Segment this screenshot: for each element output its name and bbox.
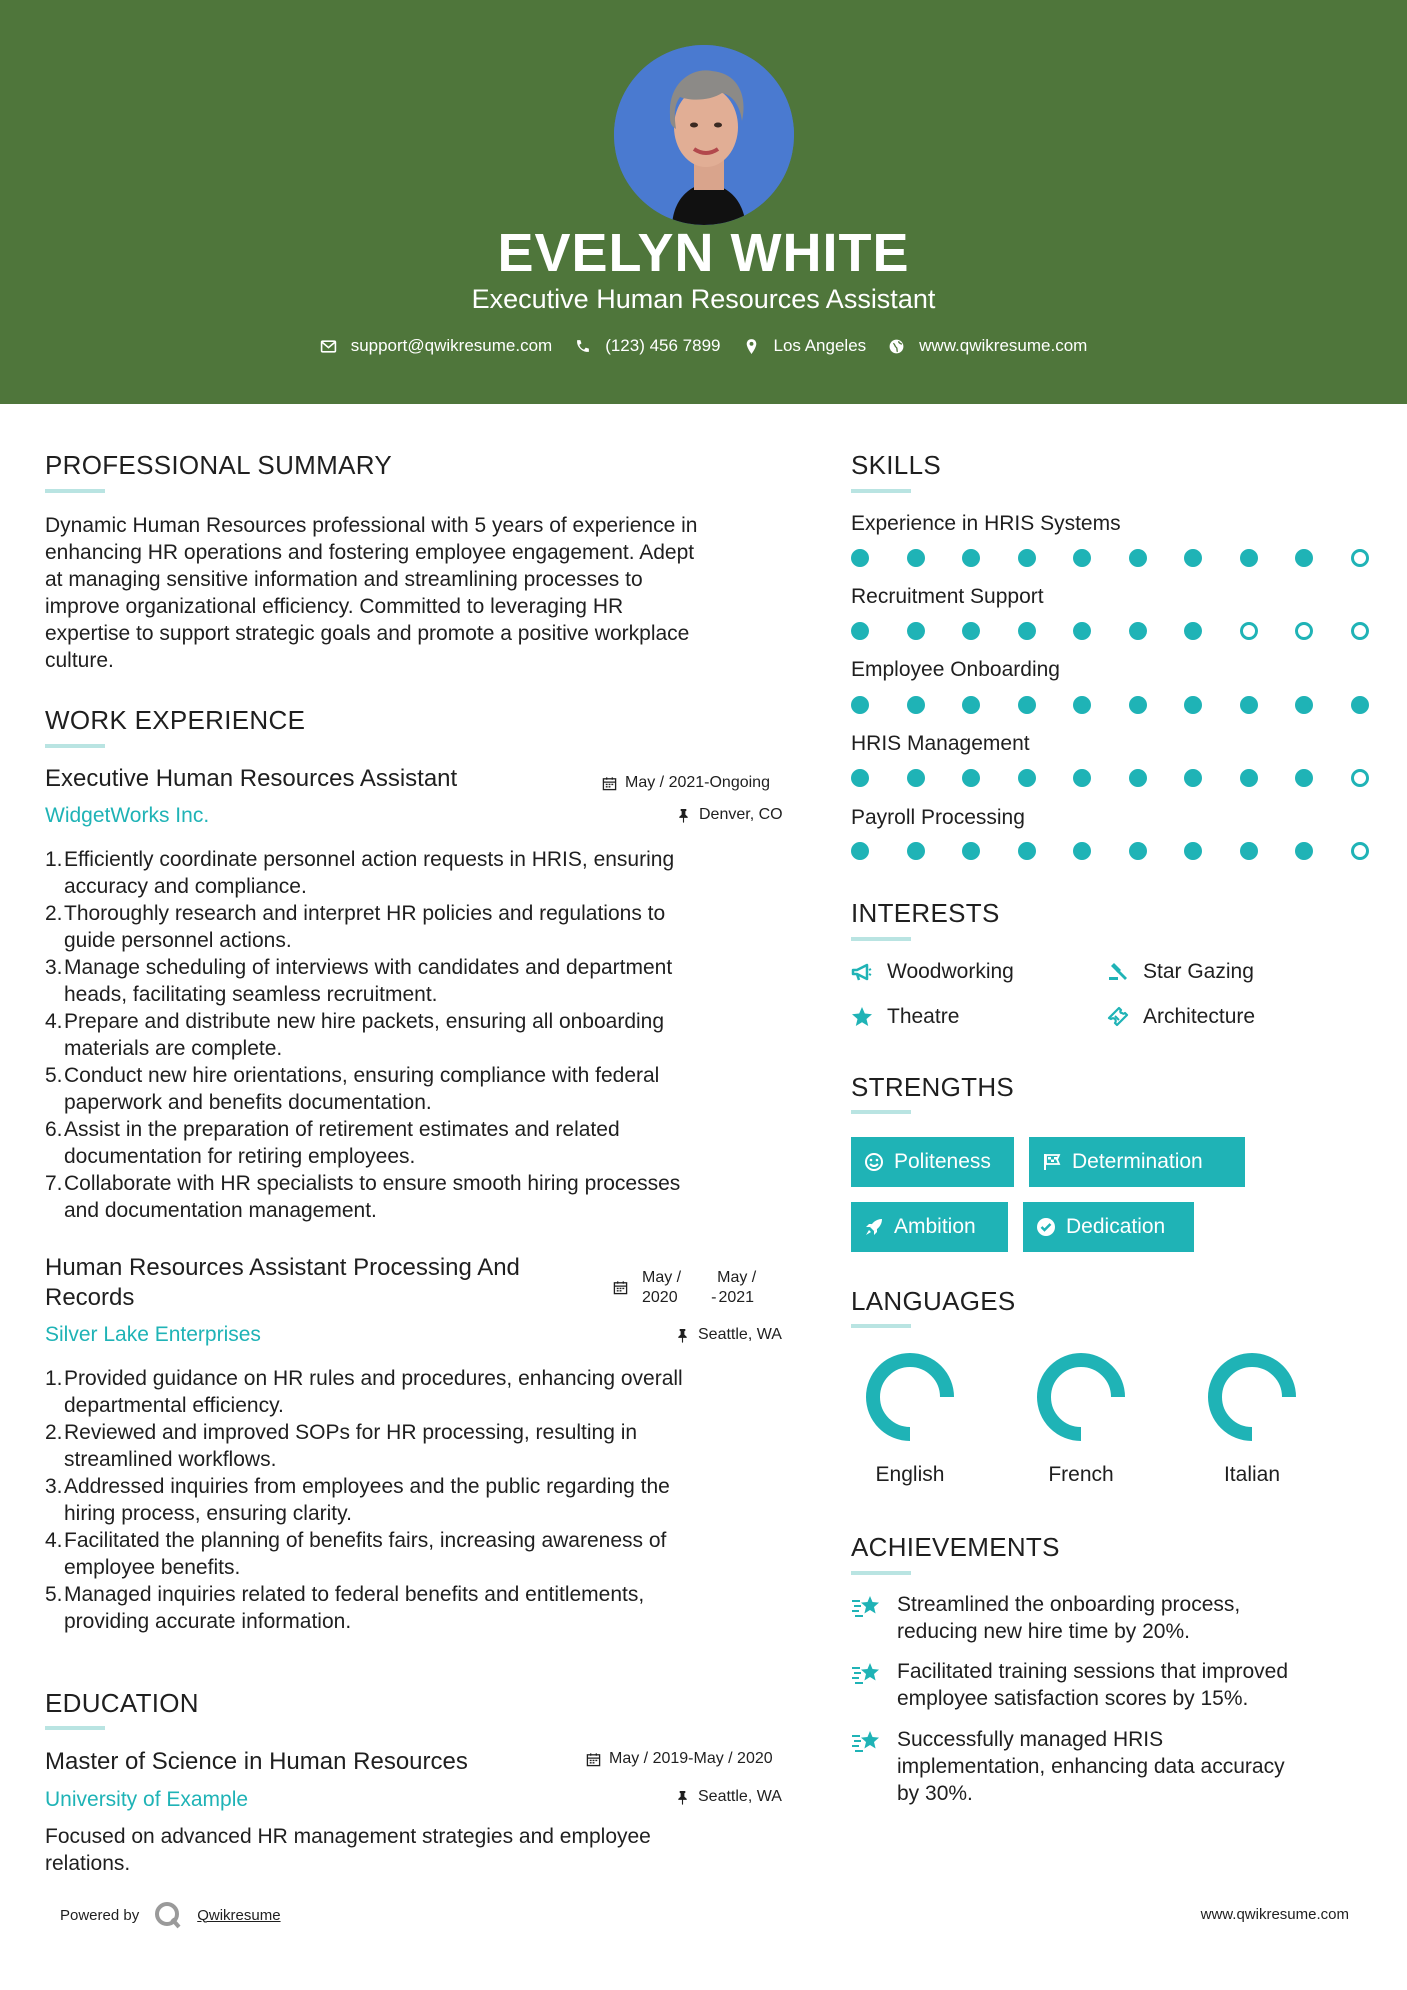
skill-dot-empty [1240, 622, 1258, 640]
item-line: Collaborate with HR specialists to ensure smooth hiring processes [64, 1172, 681, 1195]
skill-dot-empty [1295, 622, 1313, 640]
achievement-line: implementation, enhancing data accuracy [897, 1755, 1285, 1778]
job-location [675, 1326, 782, 1344]
skill-dot-filled [1184, 549, 1202, 567]
skill-name: HRIS Management [851, 732, 1030, 755]
date-text: 2021 [718, 1289, 755, 1306]
education-description [45, 1823, 651, 1877]
skill-dot-filled [1018, 622, 1036, 640]
achievement-line: reducing new hire time by 20%. [897, 1620, 1190, 1643]
summary-heading-rule [45, 489, 105, 493]
item-number: 1. [45, 1367, 63, 1390]
language-level-ring [1206, 1351, 1298, 1443]
interests-heading-rule [851, 937, 911, 941]
item-line: Addressed inquiries from employees and the public regarding the [64, 1475, 670, 1498]
check-circle-icon [1036, 1217, 1056, 1237]
job-company: WidgetWorks Inc. [45, 804, 210, 827]
education-line: Focused on advanced HR management strategies and employee [45, 1825, 651, 1848]
contact-website[interactable] [888, 336, 1087, 356]
skill-dot-filled [1018, 696, 1036, 714]
skill-dot-filled [851, 622, 869, 640]
item-line: paperwork and benefits documentation. [64, 1091, 432, 1114]
job-date-text: May / 2021-Ongoing [625, 774, 770, 791]
achievement-line: by 30%. [897, 1782, 973, 1805]
language-level-arc [1044, 1360, 1118, 1434]
skill-dot-filled [1073, 696, 1091, 714]
item-number: 4. [45, 1010, 63, 1033]
interest-label: Woodworking [887, 960, 1014, 983]
skill-dot-filled [962, 696, 980, 714]
list-item [45, 1581, 785, 1635]
date-text: 2020 [642, 1289, 678, 1306]
skill-dot-empty [1351, 769, 1369, 787]
summary-text [45, 512, 697, 674]
achievement-line: Facilitated training sessions that improved [897, 1660, 1289, 1683]
school-name: University of Example [45, 1788, 249, 1811]
list-item [45, 1527, 785, 1581]
language-level-arc [873, 1360, 947, 1434]
education-line: relations. [45, 1852, 131, 1875]
item-line: Manage scheduling of interviews with candidates and department [64, 956, 673, 979]
item-line: departmental efficiency. [64, 1394, 284, 1417]
bullhorn-icon [851, 961, 873, 983]
list-item [45, 1116, 785, 1170]
item-number: 3. [45, 956, 63, 979]
skill-dot-filled [1351, 696, 1369, 714]
footer-brand-link[interactable]: Qwikresume [197, 1906, 281, 1924]
strength-label: Politeness [894, 1150, 991, 1173]
skill-dot-filled [1018, 549, 1036, 567]
item-line: Facilitated the planning of benefits fairs, increasing awareness of [64, 1529, 667, 1552]
pushpin-icon [675, 1790, 690, 1805]
achievement-line: employee satisfaction scores by 15%. [897, 1687, 1249, 1710]
job-date [602, 774, 770, 792]
list-item [45, 1473, 785, 1527]
interest-label: Architecture [1143, 1005, 1256, 1028]
job-company: Silver Lake Enterprises [45, 1323, 261, 1346]
achievement-item [851, 1591, 1371, 1645]
contact-website-text: www.qwikresume.com [919, 336, 1088, 355]
item-line: hiring process, ensuring clarity. [64, 1502, 352, 1525]
skill-dot-filled [907, 769, 925, 787]
skill-rating [851, 769, 1406, 787]
summary-line: expertise to support strategic goals and promote a positive workplace [45, 622, 690, 645]
summary-line: improve organizational efficiency. Committed to leveraging HR [45, 595, 624, 618]
map-marker-icon [743, 338, 760, 355]
gavel-icon [1107, 961, 1129, 983]
skill-dot-filled [851, 549, 869, 567]
smile-icon [864, 1152, 884, 1172]
list-item [45, 900, 785, 954]
language-level-ring [864, 1351, 956, 1443]
job-title: Executive Human Resources Assistant [45, 765, 458, 792]
skill-dot-filled [1295, 549, 1313, 567]
skill-dot-filled [1240, 769, 1258, 787]
interest-item [851, 960, 1014, 984]
language-level-ring [1035, 1351, 1127, 1443]
achievement-line: Successfully managed HRIS [897, 1728, 1164, 1751]
item-line: Provided guidance on HR rules and procedures, enhancing overall [64, 1367, 683, 1390]
skill-dot-empty [1351, 842, 1369, 860]
skill-dot-filled [1295, 696, 1313, 714]
skill-dot-filled [1240, 549, 1258, 567]
skill-name: Experience in HRIS Systems [851, 512, 1121, 535]
work-heading: WORK EXPERIENCE [45, 705, 306, 735]
skill-dot-filled [1184, 622, 1202, 640]
list-item [45, 1062, 785, 1116]
skill-dot-filled [1073, 549, 1091, 567]
skill-dot-filled [1295, 769, 1313, 787]
skill-dot-empty [1351, 549, 1369, 567]
item-number: 2. [45, 1421, 63, 1444]
achievements-heading-rule [851, 1571, 911, 1575]
shooting-star-icon [851, 1728, 883, 1756]
achievement-text [897, 1591, 1240, 1645]
item-number: 6. [45, 1118, 63, 1141]
item-number: 3. [45, 1475, 63, 1498]
language-name: French [1048, 1463, 1114, 1486]
skill-dot-filled [907, 622, 925, 640]
skill-dot-filled [1240, 842, 1258, 860]
skill-dot-filled [1129, 696, 1147, 714]
skill-dot-filled [907, 842, 925, 860]
footer-powered-by [60, 1900, 281, 1930]
qwikresume-logo-icon [153, 1900, 183, 1930]
contact-phone-text: (123) 456 7899 [605, 336, 721, 355]
candidate-title: Executive Human Resources Assistant [471, 284, 936, 314]
language-item [850, 1351, 970, 1487]
item-number: 5. [45, 1064, 63, 1087]
education-date-text: May / 2019-May / 2020 [609, 1750, 773, 1767]
date-end-row [711, 1288, 756, 1308]
list-item [45, 1170, 785, 1224]
education-heading-rule [45, 1726, 105, 1730]
skill-dot-filled [962, 549, 980, 567]
item-line: materials are complete. [64, 1037, 283, 1060]
strength-chip [851, 1202, 1008, 1252]
achievement-text [897, 1726, 1285, 1807]
skill-dot-filled [1129, 842, 1147, 860]
list-item [45, 846, 785, 900]
skill-dot-filled [1240, 696, 1258, 714]
job-date-end [711, 1268, 756, 1308]
list-item [45, 1419, 785, 1473]
ticket-icon [1107, 1006, 1129, 1028]
skill-rating [851, 549, 1406, 567]
languages-heading: LANGUAGES [851, 1286, 1016, 1316]
education-date [586, 1750, 773, 1768]
degree-title: Master of Science in Human Resources [45, 1748, 468, 1775]
flag-icon [1042, 1152, 1062, 1172]
summary-heading: PROFESSIONAL SUMMARY [45, 450, 392, 480]
job-date [613, 1268, 756, 1308]
resume-header [0, 0, 1407, 404]
item-line: documentation for retiring employees. [64, 1145, 416, 1168]
skill-dot-empty [1351, 622, 1369, 640]
item-line: employee benefits. [64, 1556, 241, 1579]
language-item [1192, 1351, 1312, 1487]
job-duties-list [45, 1365, 785, 1635]
item-line: providing accurate information. [64, 1610, 352, 1633]
skill-dot-filled [1184, 769, 1202, 787]
education-location [675, 1788, 782, 1806]
skill-dot-filled [851, 842, 869, 860]
skill-dot-filled [851, 696, 869, 714]
job-title [45, 1253, 520, 1313]
skill-name: Payroll Processing [851, 806, 1025, 829]
shooting-star-icon [851, 1593, 883, 1621]
achievement-item [851, 1726, 1371, 1807]
strengths-heading: STRENGTHS [851, 1072, 1015, 1102]
summary-line: Dynamic Human Resources professional with 5 years of experience in [45, 514, 698, 537]
job-location [676, 806, 783, 824]
item-line: Conduct new hire orientations, ensuring compliance with federal [64, 1064, 660, 1087]
skill-dot-filled [1018, 769, 1036, 787]
item-line: accuracy and compliance. [64, 875, 307, 898]
achievement-line: Streamlined the onboarding process, [897, 1593, 1241, 1616]
summary-line: enhancing HR operations and fostering employee engagement. Adept [45, 541, 695, 564]
education-location-text: Seattle, WA [698, 1788, 782, 1805]
achievement-text [897, 1658, 1288, 1712]
candidate-name: EVELYN WHITE [497, 223, 910, 283]
language-item [1021, 1351, 1141, 1487]
phone-icon [574, 338, 591, 355]
strength-label: Determination [1072, 1150, 1203, 1173]
item-line: Assist in the preparation of retirement estimates and related [64, 1118, 620, 1141]
skill-name: Recruitment Support [851, 585, 1044, 608]
job-duties-list [45, 846, 785, 1224]
item-line: streamlined workflows. [64, 1448, 277, 1471]
interest-item [851, 1005, 959, 1029]
contact-location [743, 336, 867, 356]
skill-rating [851, 842, 1406, 860]
skills-heading: SKILLS [851, 450, 941, 480]
calendar-icon [613, 1280, 628, 1295]
interest-label: Star Gazing [1143, 960, 1254, 983]
strength-label: Dedication [1066, 1215, 1166, 1238]
job-date-start [642, 1268, 681, 1308]
skill-dot-filled [1073, 769, 1091, 787]
skills-heading-rule [851, 489, 911, 493]
skill-dot-filled [1129, 769, 1147, 787]
summary-line: culture. [45, 649, 114, 672]
item-number: 5. [45, 1583, 63, 1606]
strength-chip [1029, 1137, 1245, 1187]
skill-dot-filled [1018, 842, 1036, 860]
date-separator: - [711, 1289, 717, 1306]
interest-item [1107, 1005, 1255, 1029]
item-number: 1. [45, 848, 63, 871]
star-icon [851, 1006, 873, 1028]
skill-dot-filled [851, 769, 869, 787]
calendar-icon [586, 1752, 601, 1767]
item-number: 7. [45, 1172, 63, 1195]
job-title-line: Records [45, 1284, 135, 1311]
profile-photo [614, 45, 794, 225]
contact-email-text: support@qwikresume.com [350, 336, 553, 355]
calendar-icon [602, 776, 617, 791]
job-location-text: Seattle, WA [698, 1326, 782, 1343]
interests-heading: INTERESTS [851, 898, 1000, 928]
pushpin-icon [676, 808, 691, 823]
strength-chip [851, 1137, 1014, 1187]
work-heading-rule [45, 744, 105, 748]
date-text: May / [642, 1269, 682, 1286]
skill-rating [851, 696, 1406, 714]
item-line: and documentation management. [64, 1199, 377, 1222]
footer-url[interactable]: www.qwikresume.com [1200, 1906, 1349, 1923]
interest-item [1107, 960, 1254, 984]
skill-dot-filled [907, 549, 925, 567]
contact-location-text: Los Angeles [773, 336, 867, 355]
portrait-image [614, 45, 794, 225]
skill-dot-filled [1184, 696, 1202, 714]
interest-label: Theatre [887, 1005, 960, 1028]
skill-dot-filled [907, 696, 925, 714]
strength-chip [1023, 1202, 1194, 1252]
list-item [45, 954, 785, 1008]
skill-dot-filled [1295, 842, 1313, 860]
item-line: Managed inquiries related to federal benefits and entitlements, [64, 1583, 645, 1606]
achievement-item [851, 1658, 1371, 1712]
globe-icon [888, 338, 905, 355]
date-text: May / [717, 1269, 757, 1286]
item-line: Reviewed and improved SOPs for HR processing, resulting in [64, 1421, 638, 1444]
strength-label: Ambition [894, 1215, 976, 1238]
languages-heading-rule [851, 1324, 911, 1328]
skill-dot-filled [962, 622, 980, 640]
skill-name: Employee Onboarding [851, 658, 1060, 681]
item-line: heads, facilitating seamless recruitment. [64, 983, 438, 1006]
item-number: 4. [45, 1529, 63, 1552]
contact-bar [0, 336, 1407, 356]
item-line: Efficiently coordinate personnel action requests in HRIS, ensuring [64, 848, 675, 871]
contact-phone[interactable] [574, 336, 720, 356]
achievements-heading: ACHIEVEMENTS [851, 1532, 1060, 1562]
item-line: guide personnel actions. [64, 929, 292, 952]
envelope-icon [320, 338, 337, 355]
education-heading: EDUCATION [45, 1688, 199, 1718]
pushpin-icon [675, 1328, 690, 1343]
language-name: English [875, 1463, 945, 1486]
job-title-line: Human Resources Assistant Processing And [45, 1254, 520, 1281]
skill-dot-filled [962, 769, 980, 787]
list-item [45, 1365, 785, 1419]
job-location-text: Denver, CO [699, 806, 783, 823]
powered-by-text: Powered by [60, 1906, 140, 1924]
item-line: Thoroughly research and interpret HR policies and regulations to [64, 902, 666, 925]
contact-email[interactable] [320, 336, 553, 356]
strengths-heading-rule [851, 1110, 911, 1114]
skill-dot-filled [1073, 842, 1091, 860]
skill-dot-filled [1184, 842, 1202, 860]
shooting-star-icon [851, 1660, 883, 1688]
item-line: Prepare and distribute new hire packets, ensuring all onboarding [64, 1010, 665, 1033]
skill-dot-filled [1129, 549, 1147, 567]
skill-rating [851, 622, 1406, 640]
skill-dot-filled [1129, 622, 1147, 640]
skill-dot-filled [962, 842, 980, 860]
item-number: 2. [45, 902, 63, 925]
language-name: Italian [1223, 1463, 1281, 1486]
summary-line: at managing sensitive information and streamlining processes to [45, 568, 643, 591]
skill-dot-filled [1073, 622, 1091, 640]
list-item [45, 1008, 785, 1062]
language-level-arc [1215, 1360, 1289, 1434]
rocket-icon [864, 1217, 884, 1237]
